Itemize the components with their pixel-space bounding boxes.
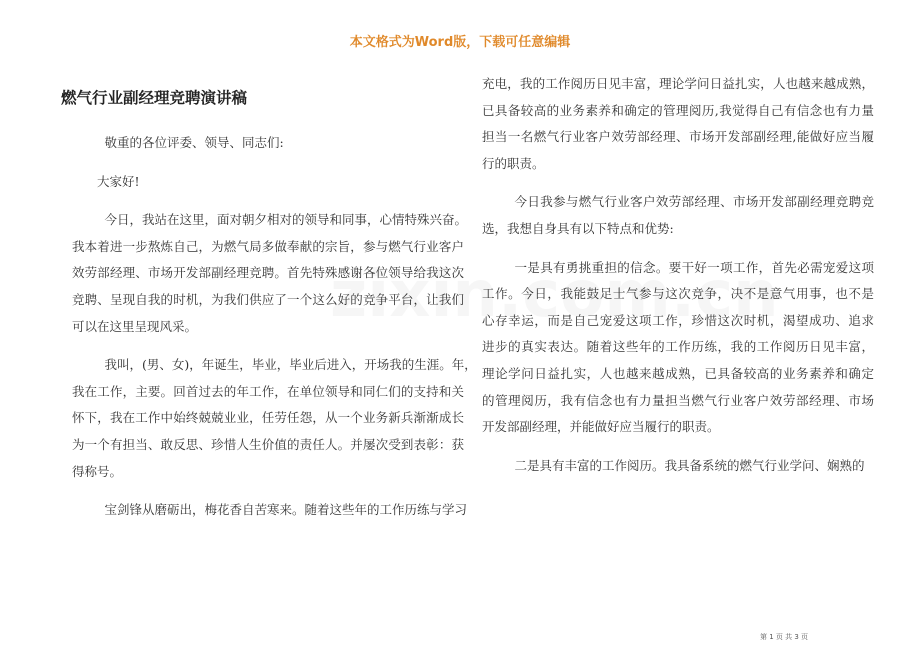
paragraph-intro <box>482 189 874 242</box>
text-line: 我在工作，主要。回首过去的年工作，在单位领导和同仁们的支持和关 <box>72 383 464 399</box>
right-column <box>482 71 874 479</box>
paragraph-continued <box>482 71 874 177</box>
text-line: 我叫，(男、女)，年诞生，毕业，毕业后进入，开场我的生涯。年， <box>104 357 477 373</box>
paragraph-2 <box>72 352 477 485</box>
paragraph-1 <box>72 207 468 340</box>
paragraph-point-1 <box>482 255 874 441</box>
text-line: 行的职责。 <box>482 155 545 171</box>
text-line: 竞聘、呈现自我的时机，为我们供应了一个这么好的竞争平台，让我们 <box>72 291 464 307</box>
text-line: 进步的真实表达。随着这些年的工作历练，我的工作阅历日见丰富， <box>482 339 874 355</box>
text-line: 的管理阅历，我有信念也有力量担当燃气行业客户效劳部经理、市场 <box>482 392 874 408</box>
text-line: 理论学问日益扎实，人也越来越成熟，已具备较高的业务素养和确定 <box>482 365 874 381</box>
text-line: 已具备较高的业务素养和确定的管理阅历,我觉得自己有信念也有力量 <box>482 102 874 118</box>
text-line: 怀下，我在工作中始终兢兢业业，任劳任怨，从一个业务新兵渐渐成长 <box>72 410 464 426</box>
page-number: 第 1 页 共 3 页 <box>760 633 809 641</box>
text-line: 一是具有勇挑重担的信念。要干好一项工作，首先必需宠爱这项 <box>514 259 874 275</box>
document-title: 燃气行业副经理竞聘演讲稿 <box>61 89 248 107</box>
text-line: 我本着进一步熬炼自己，为燃气局多做奉献的宗旨，参与燃气行业客户 <box>72 238 464 254</box>
text-line: 得称号。 <box>72 463 123 479</box>
format-banner: 本文格式为Word版，下载可任意编辑 <box>349 35 571 50</box>
text-line: 选，我想自身具有以下特点和优势: <box>482 220 674 236</box>
text-line: 心存幸运，而是自己宠爱这项工作，珍惜这次时机，渴望成功、追求 <box>482 312 874 328</box>
greeting: 敬重的各位评委、领导、同志们: <box>104 135 284 150</box>
text-line: 为一个有担当、敢反思、珍惜人生价值的责任人。并屡次受到表彰：获 <box>72 436 464 452</box>
paragraph-3: 宝剑锋从磨砺出，梅花香自苦寒来。随着这些年的工作历练与学习 <box>104 502 468 518</box>
text-line: 今日我参与燃气行业客户效劳部经理、市场开发部副经理竞聘竞 <box>514 194 874 210</box>
paragraph-point-2: 二是具有丰富的工作阅历。我具备系统的燃气行业学问、娴熟的 <box>514 457 865 473</box>
text-line: 效劳部经理、市场开发部副经理竞聘。首先特殊感谢各位领导给我这次 <box>72 265 464 281</box>
text-line: 担当一名燃气行业客户效劳部经理、市场开发部副经理,能做好应当履 <box>482 129 874 145</box>
left-column <box>72 130 477 524</box>
text-line: 可以在这里呈现风采。 <box>72 318 198 334</box>
hello: 大家好! <box>97 173 140 189</box>
text-line: 开发部副经理，并能做好应当履行的职责。 <box>482 419 720 435</box>
text-line: 今日，我站在这里，面对朝夕相对的领导和同事，心情特殊兴奋。 <box>104 212 468 228</box>
text-line: 工作。今日，我能鼓足士气参与这次竞争，决不是意气用事，也不是 <box>482 286 874 302</box>
text-line: 充电，我的工作阅历日见丰富，理论学问日益扎实，人也越来越成熟， <box>482 76 874 91</box>
